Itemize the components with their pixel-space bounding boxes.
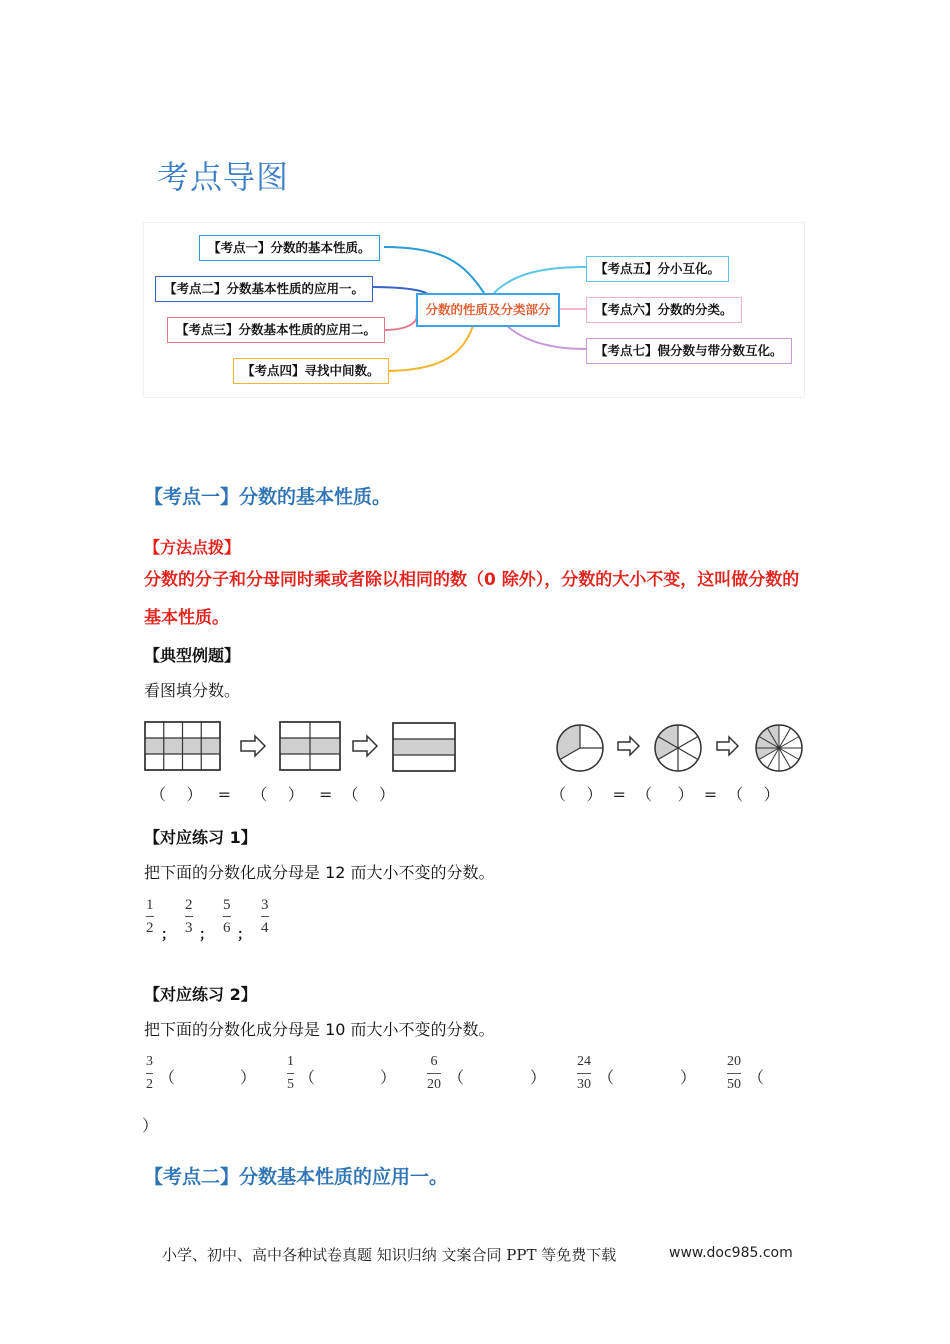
section-heading-2: 【考点二】分数基本性质的应用一。 xyxy=(144,1166,449,1188)
fraction-figures xyxy=(140,715,820,780)
arrow-icon xyxy=(353,736,377,756)
circle-figure-3 xyxy=(756,725,802,771)
fraction: 5 6 xyxy=(223,897,231,936)
section-heading-1: 【考点一】分数的基本性质。 xyxy=(144,486,392,508)
rect-figure-2 xyxy=(280,722,340,770)
open-paren: （ xyxy=(748,1068,765,1087)
practice2-text: 把下面的分数化成分母是 10 而大小不变的分数。 xyxy=(144,1020,495,1039)
rect-figure-3 xyxy=(393,723,455,771)
example-text: 看图填分数。 xyxy=(144,681,241,700)
fraction: 1 2 xyxy=(146,897,154,936)
open-paren: （ xyxy=(159,1068,176,1087)
mindmap-node-kaodian-5: 【考点五】分小互化。 xyxy=(586,256,729,282)
fraction: 24 30 xyxy=(577,1054,591,1092)
separator: ； xyxy=(199,927,213,943)
method-label: 【方法点拨】 xyxy=(144,538,241,557)
mindmap-center-node: 分数的性质及分类部分 xyxy=(416,293,560,327)
arrow-icon xyxy=(717,737,738,755)
fraction: 20 50 xyxy=(727,1054,741,1092)
mindmap-node-kaodian-3: 【考点三】分数基本性质的应用二。 xyxy=(167,317,385,343)
footer-url[interactable]: www.doc985.com xyxy=(669,1245,793,1261)
fraction: 1 5 xyxy=(287,1054,294,1092)
fraction: 2 3 xyxy=(185,897,193,936)
rect-figure-1 xyxy=(145,722,220,770)
fraction: 3 2 xyxy=(146,1054,153,1092)
mindmap-node-kaodian-7: 【考点七】假分数与带分数互化。 xyxy=(586,338,792,364)
circle-figure-2 xyxy=(655,725,701,771)
close-paren: ） xyxy=(680,1068,697,1087)
open-paren: （ xyxy=(448,1068,465,1087)
circle-figure-1 xyxy=(557,725,603,771)
fraction: 6 20 xyxy=(427,1054,441,1092)
blank-row-right: （ ） = （ ） = （ ） xyxy=(550,785,780,804)
method-text: 分数的分子和分母同时乘或者除以相同的数（0 除外），分数的大小不变，这叫做分数的基本性质。 xyxy=(144,570,800,628)
mindmap-node-kaodian-1: 【考点一】分数的基本性质。 xyxy=(199,235,380,261)
practice1-label: 【对应练习 1】 xyxy=(144,828,257,847)
fraction: 3 4 xyxy=(261,897,269,936)
example-label: 【典型例题】 xyxy=(144,646,241,665)
arrow-icon xyxy=(618,737,639,755)
footer-text: 小学、初中、高中各种试卷真题 知识归纳 文案合同 PPT 等免费下载 xyxy=(162,1246,617,1264)
separator: ； xyxy=(237,927,251,943)
open-paren: （ xyxy=(299,1068,316,1087)
arrow-icon xyxy=(241,736,265,756)
mindmap-node-kaodian-6: 【考点六】分数的分类。 xyxy=(586,297,742,323)
close-paren: ） xyxy=(380,1068,397,1087)
blank-row-left: （ ） = （ ） = （ ） xyxy=(150,785,395,804)
practice1-text: 把下面的分数化成分母是 12 而大小不变的分数。 xyxy=(144,863,495,882)
page-title: 考点导图 xyxy=(157,158,290,196)
mind-map xyxy=(143,222,805,398)
practice2-label: 【对应练习 2】 xyxy=(144,985,257,1004)
close-paren: ） xyxy=(240,1068,257,1087)
close-paren: ） xyxy=(142,1116,159,1135)
mindmap-node-kaodian-2: 【考点二】分数基本性质的应用一。 xyxy=(155,276,373,302)
mindmap-node-kaodian-4: 【考点四】寻找中间数。 xyxy=(233,358,389,384)
separator: ； xyxy=(161,927,175,943)
open-paren: （ xyxy=(598,1068,615,1087)
close-paren: ） xyxy=(530,1068,547,1087)
